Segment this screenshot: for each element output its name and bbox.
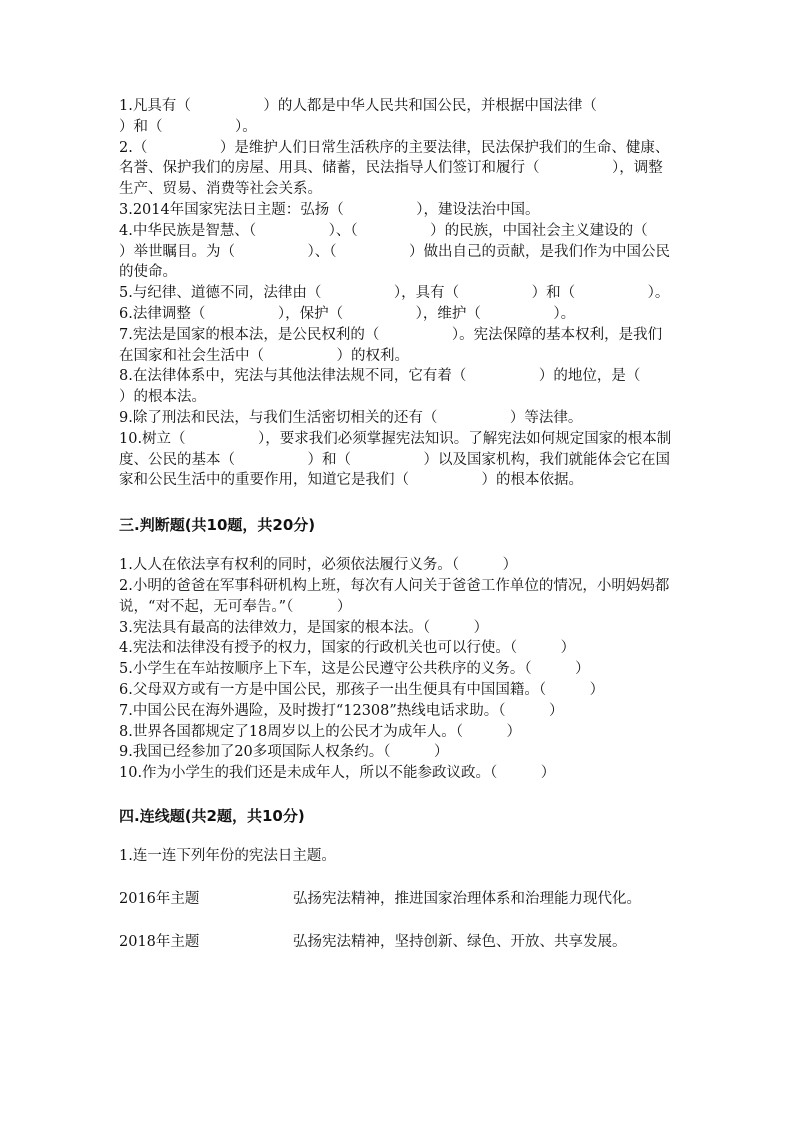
judgment-question-10: 10.作为小学生的我们还是未成年人，所以不能参政议政。（ ）: [119, 765, 556, 782]
judgment-list: [119, 555, 675, 784]
judgment-question-5: 5.小学生在车站按顺序上下车，这是公民遵守公共秩序的义务。（ ）: [119, 661, 590, 678]
judgment-question-9: 9.我国已经参加了20多项国际人权条约。（ ）: [119, 744, 449, 761]
fill-blank-question-10: 10.树立（ ），要求我们必须掌握宪法知识。了解宪法如何规定国家的根本制度、公民的基本（ ）和（ ）以及国家机构，我们就能体会它在国家和公民生活中的重要作用，知道它是我们（ ）的根本依据。: [119, 430, 672, 489]
fill-blank-question-3: 3.2014年国家宪法日主题：弘扬（ ），建设法治中国。: [119, 201, 540, 218]
matching-row-2: [119, 932, 675, 953]
fill-blank-question-7: 7.宪法是国家的根本法，是公民权利的（ ）。宪法保障的基本权利，是我们在国家和社会生活中（ ）的权利。: [119, 326, 663, 364]
fill-blank-question-6: 6.法律调整（ ），保护（ ），维护（ ）。: [119, 305, 576, 322]
matching-left-item-2: 2018年主题: [119, 933, 200, 950]
fill-blank-question-1: 1.凡具有（ ）的人都是中华人民共和国公民，并根据中国法律（ ）和（ ）。: [119, 98, 670, 135]
section-title-judgment: 三.判断题(共10题，共20分): [119, 516, 316, 535]
fill-blank-question-5: 5.与纪律、道德不同，法律由（ ），具有（ ）和（ ）。: [119, 285, 670, 302]
judgment-question-4: 4.宪法和法律没有授予的权力，国家的行政机关也可以行使。（ ）: [119, 640, 576, 657]
matching-row-1: [119, 889, 675, 910]
judgment-question-6: 6.父母双方或有一方是中国公民，那孩子一出生便具有中国国籍。（ ）: [119, 681, 605, 698]
matching-question-1: 1.连一连下列年份的宪法日主题。: [119, 847, 336, 864]
matching-left-item-1: 2016年主题: [119, 890, 200, 907]
fill-blank-list: [119, 96, 721, 491]
fill-blank-question-2: 2.（ ）是维护人们日常生活秩序的主要法律，民法保护我们的生命、健康、名誉、保护我们的房屋、用具、储蓄，民法指导人们签订和履行（ ），调整生产、贸易、消费等社会关系。: [119, 139, 670, 198]
fill-blank-question-9: 9.除了刑法和民法，与我们生活密切相关的还有（ ）等法律。: [119, 409, 583, 426]
judgment-question-1: 1.人人在依法享有权利的同时，必须依法履行义务。（ ）: [119, 557, 518, 574]
section-title-matching: 四.连线题(共2题，共10分): [119, 806, 305, 825]
judgment-question-2: 2.小明的爸爸在军事科研机构上班，每次有人问关于爸爸工作单位的情况，小明妈妈都说，“对不起，无可奉告。”（ ）: [119, 577, 670, 615]
worksheet-content: [119, 96, 721, 974]
fill-blank-question-8: 8.在法律体系中，宪法与其他法律法规不同，它有着（ ）的地位，是（ ）的根本法。: [119, 368, 713, 406]
matching-right-item-2: 弘扬宪法精神，坚持创新、绿色、开放、共享发展。: [293, 933, 627, 950]
judgment-question-3: 3.宪法具有最高的法律效力，是国家的根本法。（ ）: [119, 619, 489, 636]
judgment-question-7: 7.中国公民在海外遇险，及时拨打“12308”热线电话求助。（ ）: [119, 702, 564, 719]
fill-blank-question-4: 4.中华民族是智慧、（ ）、（ ）的民族，中国社会主义建设的（ ）举世瞩目。为（ ）、（ ）做出自己的贡献，是我们作为中国公民的使命。: [119, 222, 721, 281]
judgment-question-8: 8.世界各国都规定了18周岁以上的公民才为成年人。（ ）: [119, 723, 522, 740]
matching-right-item-1: 弘扬宪法精神，推进国家治理体系和治理能力现代化。: [293, 890, 641, 907]
